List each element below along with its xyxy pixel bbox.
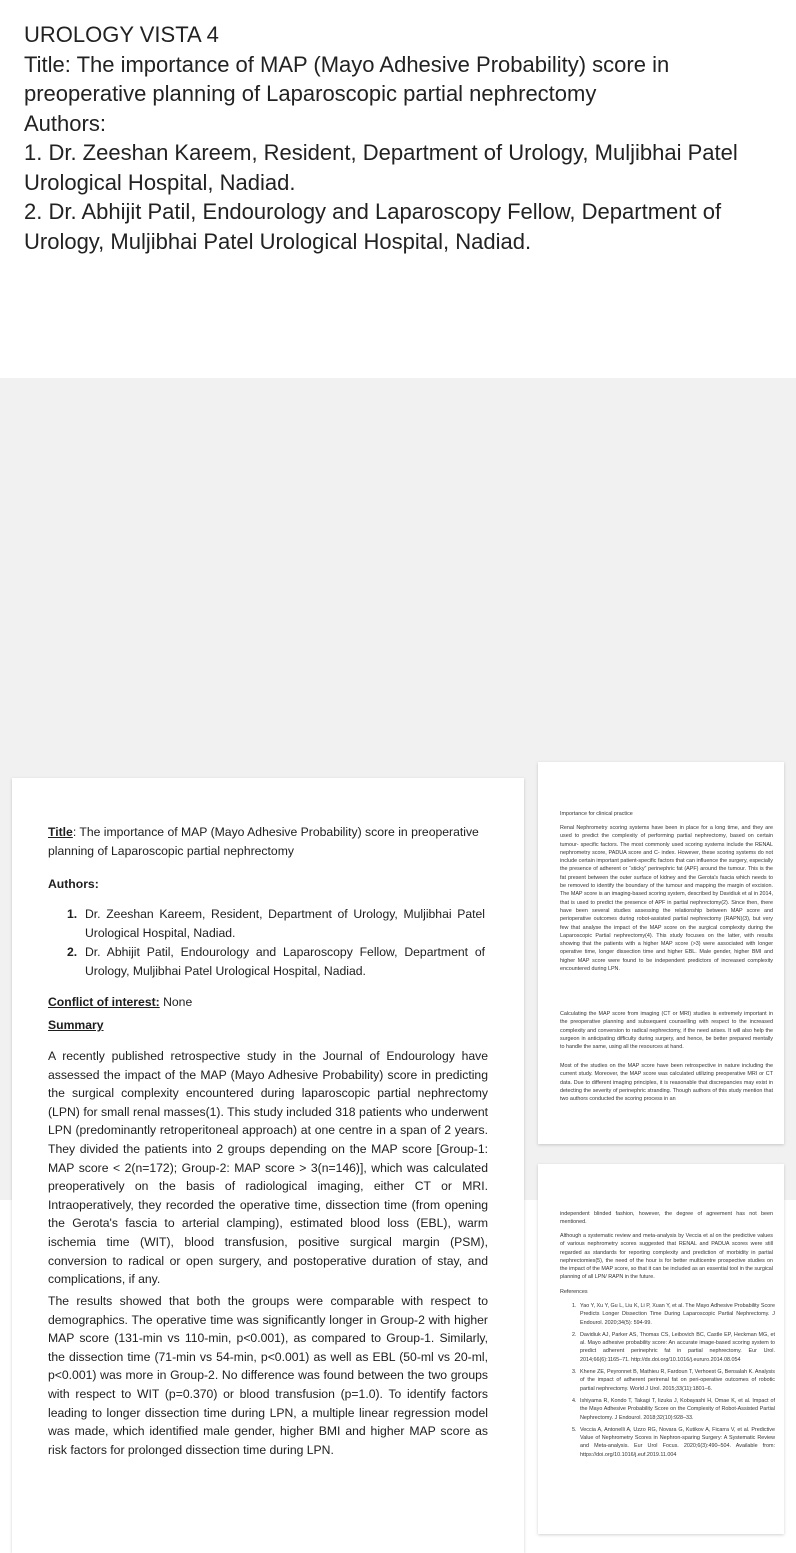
doc-author-2-number: 2. [67, 945, 78, 959]
clinical-practice-paragraph-3: Most of the studies on the MAP score have been retrospective in nature including the current study. Moreover, the MAP score was calculated utilizing preoperative MRI or CT data. Due to different imaging principles, it is reasonable that discrepancies may exist in detecting the severity of perinephric stranding. Though authors of this study mention that two authors conducted the scoring process in an [560, 1063, 773, 1103]
doc-conflict-of-interest [48, 993, 192, 1012]
document-page-1 [12, 778, 524, 1553]
document-photo[interactable] [0, 378, 796, 1458]
continuation-paragraph: independent blinded fashion, however, the degree of agreement has not been mentioned. [560, 1211, 773, 1226]
post-header [24, 20, 784, 256]
doc-author-2: Dr. Abhijit Patil, Endourology and Laparoscopy Fellow, Department of Urology, Muljibhai Patel Urological Hospital, Nadiad. [85, 945, 485, 978]
reference-item: 1. Yao Y, Xu Y, Gu L, Liu K, Li P, Xuan Y, et al. The Mayo Adhesive Probability Score Predicts Longer Dissection Time During Laparoscopic Partial Nephrectomy. J Endourol. 2020;34(5): 594-99. [578, 1302, 775, 1327]
author-1: 1. Dr. Zeeshan Kareem, Resident, Department of Urology, Muljibhai Patel Urological Hospital, Nadiad. [24, 140, 738, 195]
author-2: 2. Dr. Abhijit Patil, Endourology and Laparoscopy Fellow, Department of Urology, Muljibhai Patel Urological Hospital, Nadiad. [24, 199, 722, 254]
authors-label: Authors: [24, 110, 106, 136]
reference-item: 2. Davidiuk AJ, Parker AS, Thomas CS, Leibovich BC, Castle EP, Heckman MG, et al. Mayo adhesive probability score: An accurate image-based scoring system to predict adherent perinephric fat in partial nephrectomy. Eur Urol. 2014;66(6):1165–71. http://dx.doi.org/10.1016/j.eururo.2014.08.054 [578, 1331, 775, 1364]
reference-item: 5. Veccia A, Antonelli A, Uzzo RG, Novara G, Kutikov A, Ficarra V, et al. Predictive Value of Nephrometry Scores in Nephron-sparing Surgery: A Systematic Review and Meta-analysis. Eur Urol Focus. 2020;6(3):490–504. Available from: https://doi.org/10.1016/j.euf.2019.11.004 [578, 1426, 775, 1459]
reference-item: 4. Ishiyama R, Kondo T, Takagi T, Iizuka J, Kobayashi H, Omae K, et al. Impact of the Mayo Adhesive Probability Score on the Complexity of Robot-Assisted Partial Nephrectomy. J Endourol. 2018;32(10):928–33. [578, 1397, 775, 1422]
doc-summary-heading: Summary [48, 1018, 104, 1032]
doc-author-1-number: 1. [67, 907, 78, 921]
doc-title-text: : The importance of MAP (Mayo Adhesive Probability) score in preoperative planning of Laparoscopic partial nephrectomy [48, 825, 479, 858]
conference-name: UROLOGY VISTA 4 [24, 22, 219, 47]
doc-title-label: Title [48, 825, 73, 839]
clinical-practice-paragraph-2: Calculating the MAP score from imaging (CT or MRI) studies is extremely important in the preoperative planning and subsequent counselling with respect to the increased complexity and conversion to radical nephrectomy, if the need arises. It will also help the surgeon in anticipating difficulty during surgery, and hence, be better prepared mentally to handle the same, using all the resources at hand. [560, 1011, 773, 1051]
meta-analysis-paragraph: Although a systematic review and meta-analysis by Veccia et al on the predictive values of various nephrometry scores suggested that RENAL and PADUA scores were still regarded as standards for reporting complexity and prediction of morbidity in partial nephrectomies(5), the need of the hour is for better multicentre prospective studies on the impact of the MAP score, so that it can be included as an essential tool in the surgical planning of all LPN/ RAPN in the future. [560, 1233, 773, 1281]
clinical-practice-paragraph-1: Renal Nephrometry scoring systems have been in place for a long time, and they are used to predict the complexity of performing partial nephrectomy, based on certain tumour- specific factors. The most commonly used scoring systems include the RENAL nephrometry score, PADUA score and C- index. However, these scoring systems do not include certain important patient-specific factors that can influence the surgery, especially the presence of adherent or “sticky” perinephric fat (APF) around the tumour. This is the fat present between the outer surface of kidney and the Gerota's fascia which needs to be removed to identify the boundary of the tumour and mapping the margin of excision. The MAP score is an imaging-based scoring system, described by Davidiuk et al in 2014, that is used to predict the presence of APF in partial nephrectomy(2). Since then, there have been several studies assessing the relationship between MAP score and perioperative outcomes during robot-assisted partial nephrectomy (RAPN)(3), but very few that analyse the impact of the MAP score on the surgical complexity during the Laparoscopic Partial nephrectomy(4). This study focuses on the latter, with results showing that the patients with a higher MAP score (>3) were associated with longer operative time, longer dissection time and higher EBL. Male gender, higher BMI and higher MAP score were found to be independent predictors of increased complexity encountered during LPN. [560, 825, 773, 973]
references-list [560, 1302, 775, 1463]
doc-summary-paragraph-1: A recently published retrospective study in the Journal of Endourology have assessed the impact of the MAP (Mayo Adhesive Probability) score in predicting the surgical complexity encountered during laparoscopic partial nephrectomy (LPN) for small renal masses(1). This study included 318 patients who underwent LPN (predominantly retroperitoneal approach) at one centre in a span of 2 years. They divided the patients into 2 groups depending on the MAP score [Group-1: MAP score < 2(n=172); Group-2: MAP score > 3(n=146)], which was calculated preoperatively on the basis of radiological imaging, either CT or MRI. Intraoperatively, they recorded the operative time, dissection time (from opening the Gerota's fascia to arterial clamping), estimated blood loss (EBL), warm ischemia time (WIT), blood transfusion, positive surgical margin (PSM), conversion to radical or open surgery, and postoperative duration of stay, and complications, if any. [48, 1049, 488, 1287]
doc-title [48, 823, 484, 860]
doc-summary-paragraph-2: The results showed that both the groups were comparable with respect to demographics. The operative time was significantly longer in Group-2 with higher MAP score (131-min vs 110-min, p<0.001), as compared to Group-1. Similarly, the dissection time (71-min vs 54-min, p<0.001) as well as EBL (50-ml vs 20-ml, p<0.001) was more in Group-2. No difference was found between the two groups with respect to WIT (p=0.370) or blood transfusion (p=1.0). To identify factors leading to longer dissection time during LPN, a multiple linear regression model was made, which identified male gender, higher BMI and higher MAP score as risk factors for prolonged dissection time during LPN. [48, 1294, 488, 1457]
doc-coi-label: Conflict of interest: [48, 995, 160, 1009]
references-heading: References [560, 1289, 588, 1295]
doc-author-1: Dr. Zeeshan Kareem, Resident, Department of Urology, Muljibhai Patel Urological Hospital, Nadiad. [85, 907, 485, 940]
doc-authors-label: Authors: [48, 877, 99, 891]
doc-coi-value: None [159, 995, 193, 1009]
post-title: Title: The importance of MAP (Mayo Adhesive Probability) score in preoperative planning of Laparoscopic partial nephrectomy [24, 51, 670, 106]
document-page-2 [538, 762, 784, 1144]
clinical-practice-heading: Importance for clinical practice [560, 811, 633, 817]
document-page-3 [538, 1164, 784, 1534]
reference-item: 3. Khene ZE, Peyronnet B, Mathieu R, Fardoun T, Verhoest G, Bensalah K. Analysis of the impact of adherent perirenal fat on peri-operative outcomes of robotic partial nephrectomy. World J Urol. 2015;33(11):1801–6. [578, 1368, 775, 1393]
